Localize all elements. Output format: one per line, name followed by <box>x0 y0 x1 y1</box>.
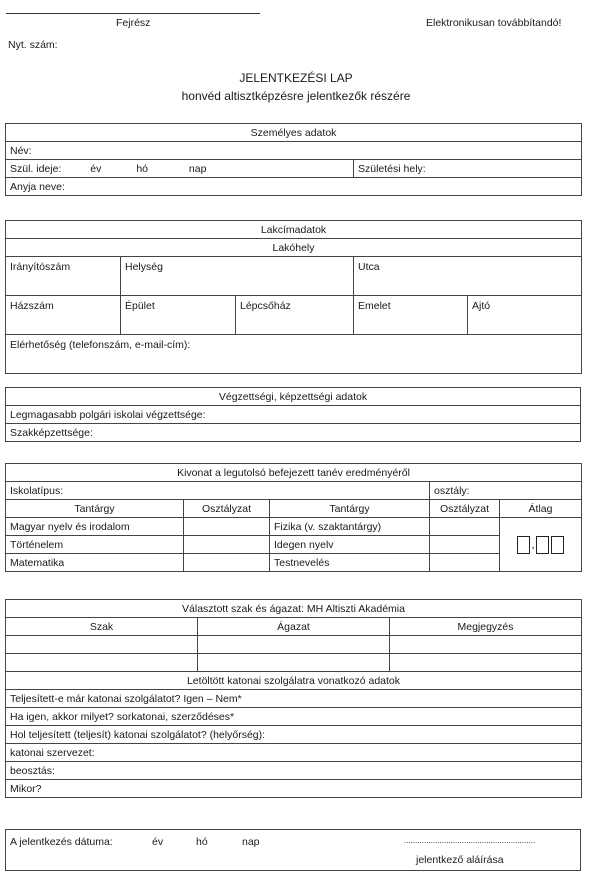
education-header: Végzettségi, képzettségi adatok <box>6 388 581 406</box>
subject-right: Testnevelés <box>270 554 430 572</box>
military-garrison-label: Hol teljesített (teljesít) katonai szolgálatot? (helyőrség): <box>10 728 266 741</box>
subject-left: Matematika <box>6 554 184 572</box>
military-header: Letöltött katonai szolgálatra vonatkozó adatok <box>6 672 582 690</box>
note-input[interactable] <box>390 654 582 672</box>
nyt-szam-label: Nyt. szám: <box>8 39 58 51</box>
grade-input[interactable] <box>184 536 270 554</box>
qualification-field[interactable] <box>6 424 581 442</box>
zip-label: Irányítószám <box>10 261 71 273</box>
highest-education-field[interactable] <box>6 406 581 424</box>
birth-place-field[interactable] <box>354 160 582 178</box>
average-digit-box[interactable] <box>551 536 564 554</box>
qualification-label: Szakképzettsége: <box>10 426 93 439</box>
staircase-label: Lépcsőház <box>240 300 291 312</box>
personal-data-table <box>5 123 582 196</box>
military-unit-field[interactable] <box>6 744 582 762</box>
note-col-header: Megjegyzés <box>390 618 582 636</box>
grade-input[interactable] <box>184 554 270 572</box>
military-served-label: Teljesített-e már katonai szolgálatot? Igen – Nem* <box>10 692 242 705</box>
education-table <box>5 387 581 442</box>
door-field[interactable] <box>468 296 582 335</box>
military-when-label: Mikor? <box>10 782 42 795</box>
footer-year-label: év <box>152 836 164 848</box>
form-title: JELENTKEZÉSI LAP <box>239 71 353 85</box>
grades-header: Kivonat a legutolsó befejezett tanév eredményéről <box>6 464 582 482</box>
branch-col-header: Ágazat <box>198 618 390 636</box>
subject-left: Történelem <box>6 536 184 554</box>
subject-col-header-left: Tantárgy <box>6 500 184 518</box>
military-when-field[interactable] <box>6 780 582 798</box>
school-type-field[interactable] <box>6 482 430 500</box>
footer-month-label: hó <box>196 836 208 848</box>
floor-field[interactable] <box>354 296 468 335</box>
grade-input[interactable] <box>184 518 270 536</box>
average-col-header: Átlag <box>500 500 582 518</box>
grade-input[interactable] <box>430 518 500 536</box>
specialty-military-table <box>5 599 582 798</box>
staircase-field[interactable] <box>236 296 354 335</box>
grades-table <box>5 463 582 572</box>
subject-col-header-right: Tantárgy <box>270 500 430 518</box>
grade-col-header-left: Osztályzat <box>184 500 270 518</box>
application-date-label: A jelentkezés dátuma: <box>10 836 113 848</box>
birth-date-label: Szül. ideje: <box>10 162 62 175</box>
name-label: Név: <box>10 144 32 157</box>
contact-field[interactable] <box>6 335 582 374</box>
class-label: osztály: <box>434 484 470 497</box>
specialty-header: Választott szak és ágazat: MH Altiszti Akadémia <box>6 600 582 618</box>
street-label: Utca <box>358 261 380 273</box>
door-label: Ajtó <box>472 300 491 312</box>
specialty-col-header: Szak <box>6 618 198 636</box>
military-unit-label: katonai szervezet: <box>10 746 95 759</box>
signature-table <box>5 829 581 871</box>
building-label: Épület <box>125 300 155 312</box>
mother-name-label: Anyja neve: <box>10 180 65 193</box>
footer-day-label: nap <box>242 836 260 848</box>
average-field[interactable] <box>500 518 582 572</box>
city-field[interactable] <box>121 257 354 296</box>
note-input[interactable] <box>390 636 582 654</box>
average-digit-box[interactable] <box>536 536 549 554</box>
specialty-input[interactable] <box>6 654 198 672</box>
grade-input[interactable] <box>430 554 500 572</box>
signature-box <box>6 830 581 871</box>
house-number-label: Házszám <box>10 300 54 312</box>
grade-input[interactable] <box>430 536 500 554</box>
average-comma: , <box>531 538 535 551</box>
header-rule <box>6 13 260 14</box>
signature-caption: jelentkező aláírása <box>416 854 504 866</box>
military-garrison-field[interactable] <box>6 726 582 744</box>
branch-input[interactable] <box>198 654 390 672</box>
military-served-field[interactable] <box>6 690 582 708</box>
personal-header: Személyes adatok <box>6 124 582 142</box>
day-label: nap <box>188 162 207 175</box>
highest-education-label: Legmagasabb polgári iskolai végzettsége: <box>10 408 206 421</box>
grade-col-header-right: Osztályzat <box>430 500 500 518</box>
fejresz-label: Fejrész <box>116 17 151 29</box>
subject-right: Fizika (v. szaktantárgy) <box>270 518 430 536</box>
mother-name-field[interactable] <box>6 178 582 196</box>
street-field[interactable] <box>354 257 582 296</box>
residence-subheader: Lakóhely <box>6 239 582 257</box>
specialty-input[interactable] <box>6 636 198 654</box>
address-table <box>5 220 582 374</box>
zip-field[interactable] <box>6 257 121 296</box>
class-field[interactable] <box>430 482 582 500</box>
military-type-label: Ha igen, akkor milyet? sorkatonai, szerződéses* <box>10 710 235 723</box>
birth-date-field[interactable] <box>6 160 354 178</box>
month-label: hó <box>136 162 148 175</box>
military-type-field[interactable] <box>6 708 582 726</box>
average-digit-box[interactable] <box>517 536 530 554</box>
year-label: év <box>90 162 102 175</box>
form-subtitle: honvéd altisztképzésre jelentkezők részére <box>181 89 411 103</box>
house-number-field[interactable] <box>6 296 121 335</box>
subject-left: Magyar nyelv és irodalom <box>6 518 184 536</box>
birth-place-label: Születési hely: <box>358 162 426 175</box>
branch-input[interactable] <box>198 636 390 654</box>
subject-right: Idegen nyelv <box>270 536 430 554</box>
address-header: Lakcímadatok <box>6 221 582 239</box>
contact-label: Elérhetőség (telefonszám, e-mail-cím): <box>10 339 191 351</box>
name-field[interactable] <box>6 142 582 160</box>
floor-label: Emelet <box>358 300 391 312</box>
school-type-label: Iskolatípus: <box>10 484 64 497</box>
electronic-notice: Elektronikusan továbbítandó! <box>426 17 562 29</box>
signature-line[interactable]: ........................................................... <box>404 836 536 845</box>
military-position-field[interactable] <box>6 762 582 780</box>
military-position-label: beosztás: <box>10 764 55 777</box>
building-field[interactable] <box>121 296 236 335</box>
city-label: Helység <box>125 261 163 273</box>
